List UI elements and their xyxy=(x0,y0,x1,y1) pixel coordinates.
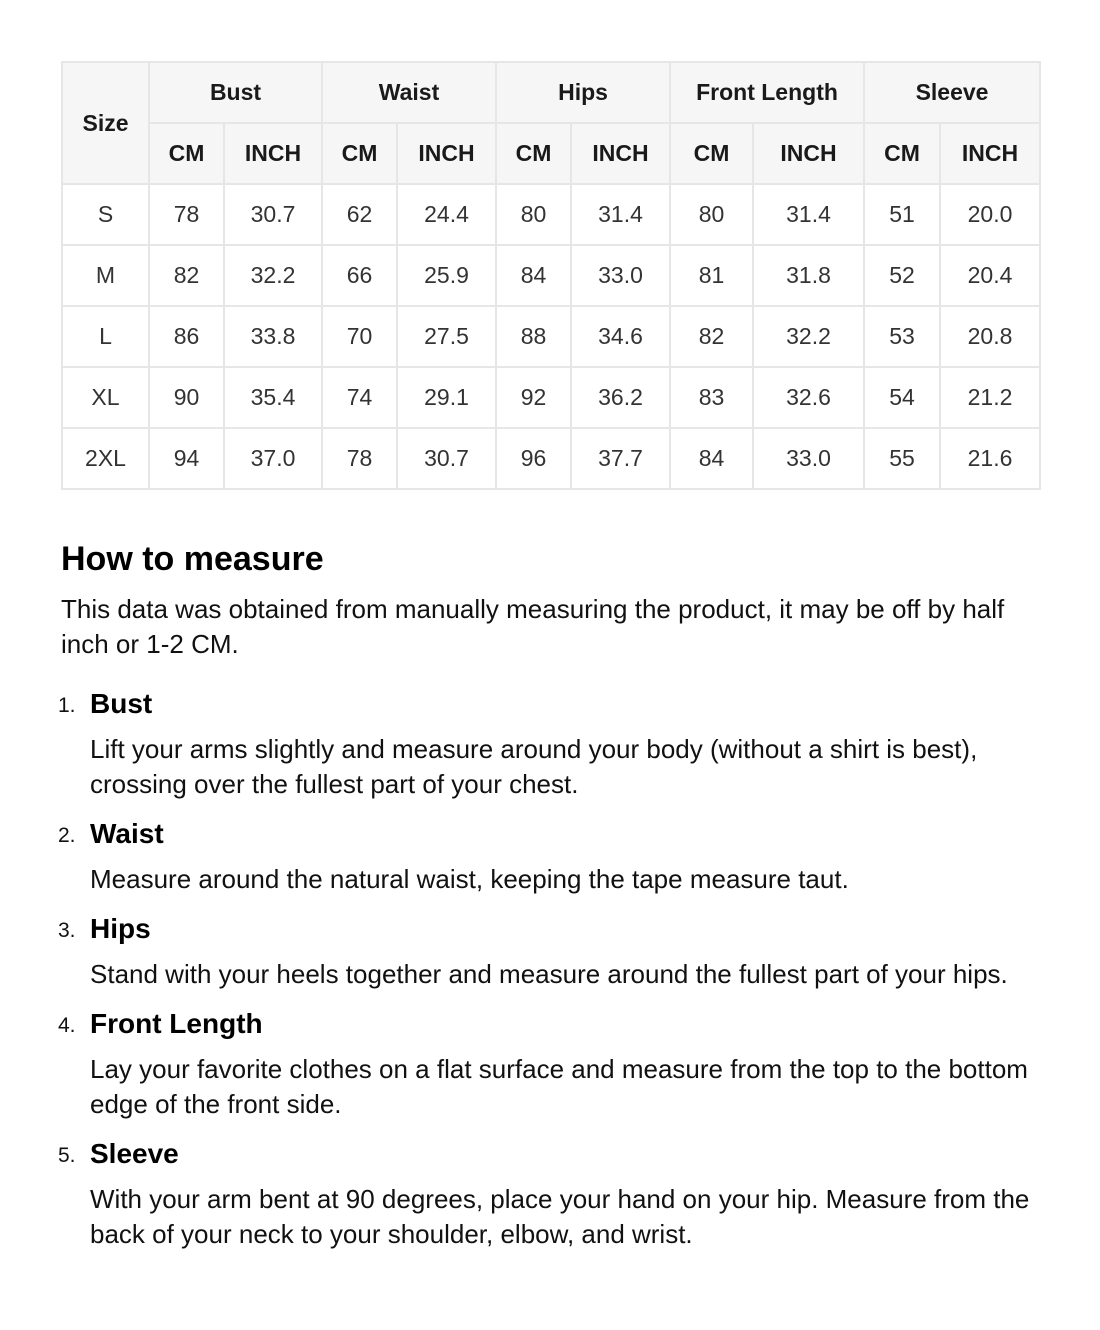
measurement-cell: 32.2 xyxy=(224,245,322,306)
measurement-cell: 80 xyxy=(496,184,571,245)
group-header-sleeve: Sleeve xyxy=(864,62,1040,123)
size-cell: S xyxy=(62,184,149,245)
unit-header-cm: CM xyxy=(670,123,753,184)
unit-header-inch: INCH xyxy=(397,123,496,184)
measurement-cell: 96 xyxy=(496,428,571,489)
measurement-cell: 84 xyxy=(670,428,753,489)
table-header-row xyxy=(62,62,1040,123)
measurement-cell: 51 xyxy=(864,184,940,245)
measurement-cell: 37.7 xyxy=(571,428,670,489)
measurement-cell: 31.4 xyxy=(571,184,670,245)
measurement-cell: 54 xyxy=(864,367,940,428)
how-to-measure-title: How to measure xyxy=(61,540,324,578)
measurement-cell: 55 xyxy=(864,428,940,489)
measurement-cell: 53 xyxy=(864,306,940,367)
measurement-cell: 33.8 xyxy=(224,306,322,367)
group-header-bust: Bust xyxy=(149,62,322,123)
measurement-cell: 62 xyxy=(322,184,397,245)
measurement-cell: 74 xyxy=(322,367,397,428)
step-number: 4. xyxy=(58,1014,76,1037)
measure-step-item xyxy=(0,1006,1100,1122)
measurement-cell: 33.0 xyxy=(571,245,670,306)
size-cell: 2XL xyxy=(62,428,149,489)
measurement-cell: 92 xyxy=(496,367,571,428)
measurement-cell: 31.4 xyxy=(753,184,864,245)
unit-header-cm: CM xyxy=(322,123,397,184)
size-cell: M xyxy=(62,245,149,306)
group-header-front-length: Front Length xyxy=(670,62,864,123)
measurement-cell: 30.7 xyxy=(224,184,322,245)
unit-header-cm: CM xyxy=(496,123,571,184)
step-number: 5. xyxy=(58,1144,76,1167)
measurement-cell: 88 xyxy=(496,306,571,367)
measurement-cell: 52 xyxy=(864,245,940,306)
step-description: Measure around the natural waist, keeping the tape measure taut. xyxy=(90,864,849,894)
measurement-cell: 66 xyxy=(322,245,397,306)
measurement-cell: 83 xyxy=(670,367,753,428)
unit-header-inch: INCH xyxy=(753,123,864,184)
measure-step-item xyxy=(0,911,1100,992)
unit-header-inch: INCH xyxy=(940,123,1040,184)
measurement-cell: 86 xyxy=(149,306,224,367)
measurement-cell: 82 xyxy=(670,306,753,367)
measurement-cell: 80 xyxy=(670,184,753,245)
measurement-cell: 20.8 xyxy=(940,306,1040,367)
measurement-cell: 84 xyxy=(496,245,571,306)
measurement-cell: 27.5 xyxy=(397,306,496,367)
size-column-header: Size xyxy=(62,62,149,184)
measurement-cell: 34.6 xyxy=(571,306,670,367)
unit-header-cm: CM xyxy=(149,123,224,184)
step-title: Front Length xyxy=(90,1008,263,1039)
step-title: Bust xyxy=(90,688,153,719)
measurement-cell: 20.0 xyxy=(940,184,1040,245)
step-number: 2. xyxy=(58,824,76,847)
step-number: 1. xyxy=(58,694,76,717)
table-body xyxy=(62,184,1040,489)
unit-header-cm: CM xyxy=(864,123,940,184)
measurement-cell: 29.1 xyxy=(397,367,496,428)
measurement-cell: 21.2 xyxy=(940,367,1040,428)
measurement-cell: 82 xyxy=(149,245,224,306)
step-title: Sleeve xyxy=(90,1138,179,1169)
table-row xyxy=(62,245,1040,306)
measure-intro-text: This data was obtained from manually measuring the product, it may be off by half inch or 1-2 CM. xyxy=(61,594,1005,659)
size-cell: XL xyxy=(62,367,149,428)
table-row xyxy=(62,367,1040,428)
measurement-cell: 32.6 xyxy=(753,367,864,428)
group-header-waist: Waist xyxy=(322,62,496,123)
measure-step-item xyxy=(0,816,1100,897)
measurement-cell: 78 xyxy=(149,184,224,245)
measure-steps-list xyxy=(0,686,1100,1266)
measurement-cell: 36.2 xyxy=(571,367,670,428)
measure-step-item xyxy=(0,686,1100,802)
measurement-cell: 20.4 xyxy=(940,245,1040,306)
table-row xyxy=(62,306,1040,367)
unit-header-inch: INCH xyxy=(224,123,322,184)
measurement-cell: 35.4 xyxy=(224,367,322,428)
measurement-cell: 81 xyxy=(670,245,753,306)
measurement-cell: 94 xyxy=(149,428,224,489)
group-header-hips: Hips xyxy=(496,62,670,123)
measurement-cell: 25.9 xyxy=(397,245,496,306)
step-description: With your arm bent at 90 degrees, place your hand on your hip. Measure from the back of your neck to your shoulder, elbow, and wrist. xyxy=(90,1184,1030,1249)
measurement-cell: 37.0 xyxy=(224,428,322,489)
size-cell: L xyxy=(62,306,149,367)
step-description: Lift your arms slightly and measure around your body (without a shirt is best), crossing over the fullest part of your chest. xyxy=(90,734,978,799)
measurement-cell: 70 xyxy=(322,306,397,367)
table-unit-row xyxy=(62,123,1040,184)
measurement-cell: 78 xyxy=(322,428,397,489)
measurement-cell: 30.7 xyxy=(397,428,496,489)
unit-header-inch: INCH xyxy=(571,123,670,184)
size-chart-table xyxy=(61,61,1041,490)
measurement-cell: 24.4 xyxy=(397,184,496,245)
measure-step-item xyxy=(0,1136,1100,1252)
measurement-cell: 32.2 xyxy=(753,306,864,367)
step-description: Stand with your heels together and measure around the fullest part of your hips. xyxy=(90,959,1008,989)
table-row xyxy=(62,184,1040,245)
measurement-cell: 31.8 xyxy=(753,245,864,306)
step-title: Waist xyxy=(90,818,164,849)
table-row xyxy=(62,428,1040,489)
measurement-cell: 90 xyxy=(149,367,224,428)
measurement-cell: 33.0 xyxy=(753,428,864,489)
measurement-cell: 21.6 xyxy=(940,428,1040,489)
step-description: Lay your favorite clothes on a flat surface and measure from the top to the bottom edge of the front side. xyxy=(90,1054,1028,1119)
step-title: Hips xyxy=(90,913,151,944)
step-number: 3. xyxy=(58,919,76,942)
